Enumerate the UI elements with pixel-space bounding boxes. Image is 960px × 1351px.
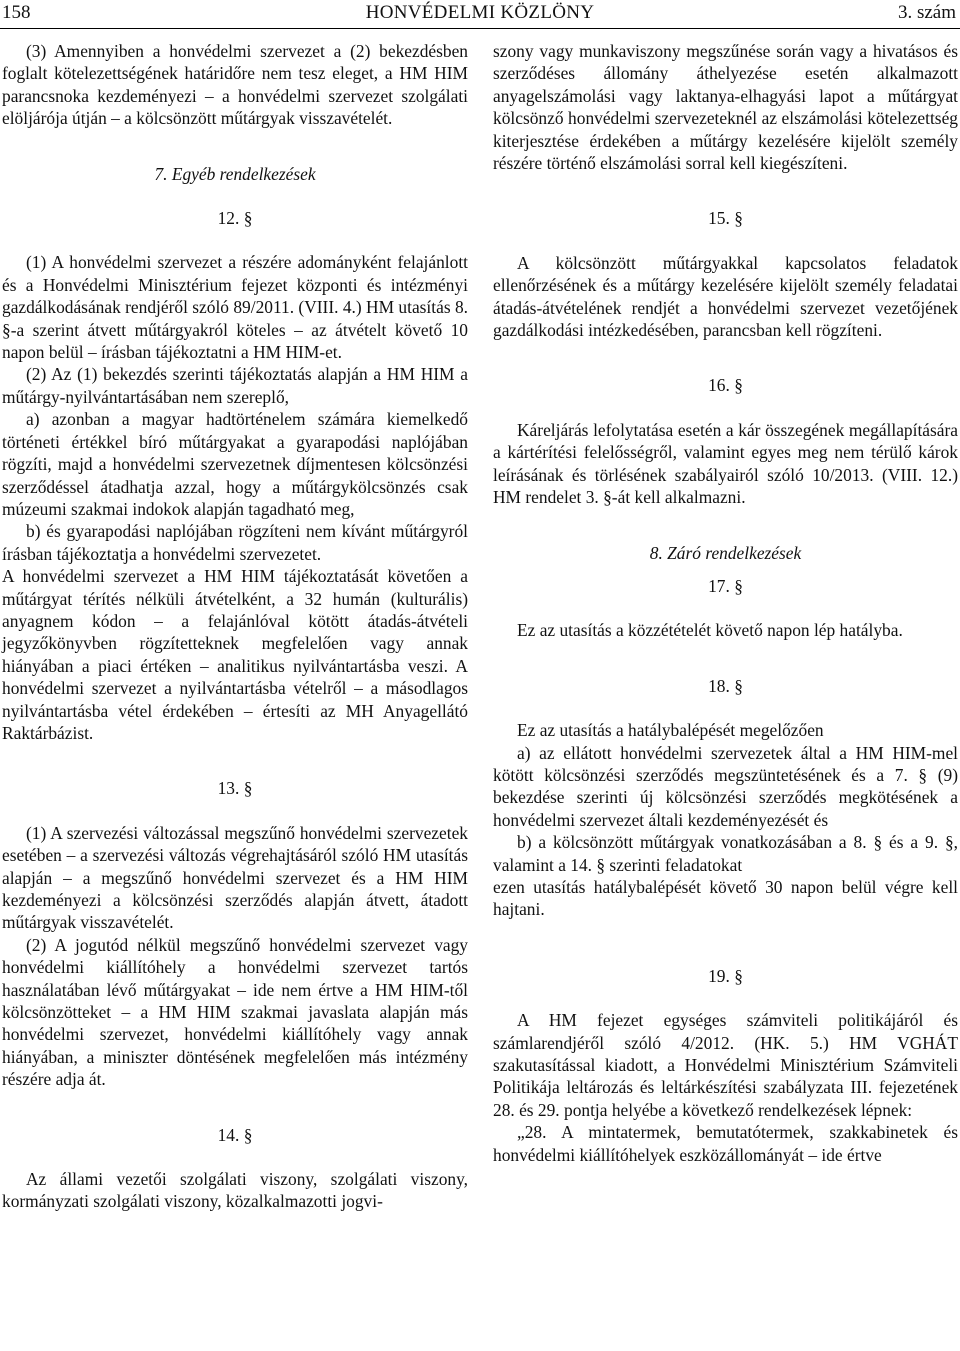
list-item: a) az ellátott honvédelmi szervezetek által a HM HIM-mel kötött kölcsönzési szerződés megszüntetésének és a 7. § (9) bekezdése szerinti új kölcsönzési szerződés megkötésének a honvédelmi szervezet általi kezdeményezését és xyxy=(493,742,958,830)
paragraph: Ez az utasítás a hatálybalépését megelőzően xyxy=(517,720,824,741)
paragraph: Az állami vezetői szolgálati viszony, szolgálati viszony, kormányzati szolgálati viszony, közalkalmazotti jogvi- xyxy=(2,1169,468,1212)
paragraph: Ez az utasítás a közzétételét követő napon lép hatályba. xyxy=(517,620,903,641)
paragraph-number: 12. § xyxy=(217,208,253,229)
right-column xyxy=(493,40,958,1166)
paragraph: (2) Az (1) bekezdés szerinti tájékoztatás alapján a HM HIM a műtárgy-nyilvántartásában nem szereplő, xyxy=(2,364,468,407)
section-title: 8. Záró rendelkezések xyxy=(649,542,802,563)
journal-title: HONVÉDELMI KÖZLÖNY xyxy=(365,2,595,23)
quoted-paragraph: „28. A mintatermek, bemutatótermek, szakkabinetek és honvédelmi kiállítóhelyek eszközállományát – ide értve xyxy=(493,1122,958,1165)
paragraph-number: 14. § xyxy=(217,1124,253,1145)
list-item: b) a kölcsönzött műtárgyak vonatkozásában a 8. § és a 9. §, valamint a 14. § szerinti feladatokat xyxy=(493,832,958,875)
paragraph-number: 19. § xyxy=(708,965,743,986)
list-item: a) azonban a magyar hadtörténelem számára kiemelkedő történeti értékkel bíró műtárgyakat a gyarapodási naplójában rögzíti, majd a honvédelmi szervezetnek díjmentesen kölcsönzési szerződéssel átadhatja azzal, hogy a műtárgykölcsönzés csak múzeumi szakmai indokok alapján tagadható meg, xyxy=(2,409,468,519)
issue-number: 3. szám xyxy=(897,2,956,23)
page-number: 158 xyxy=(2,2,31,23)
paragraph-number: 17. § xyxy=(708,575,743,596)
running-header xyxy=(0,0,960,29)
paragraph: (2) A jogutód nélkül megszűnő honvédelmi szervezet vagy honvédelmi kiállítóhely a honvédelmi szervezet tartós használatában lévő műtárgyakat – ide nem értve a HM HIM-től kölcsönzötteket – a HM HIM szakmai javaslata alapján más honvédelmi szervezet, honvédelmi kiállítóhely vagy annak hiányában, a miniszter döntésének megfelelően más intézmény részére adja át. xyxy=(2,934,468,1090)
list-item: b) és gyarapodási naplójában rögzíteni nem kívánt műtárgyról írásban tájékoztatja a honvédelmi szervezetet. xyxy=(2,521,468,564)
paragraph-number: 16. § xyxy=(708,375,743,396)
paragraph: A HM fejezet egységes számviteli politikájáról és számlarendjéről szóló 4/2012. (HK. 5.) HM VGHÁT szakutasítással kiadott, a Honvédelmi Minisztérium Számviteli Politikája leltározás és leltárkészítési szabályzata III. fejezetének 28. és 29. pontja helyébe a következő rendelkezések lépnek: xyxy=(493,1010,958,1120)
paragraph: Káreljárás lefolytatása esetén a kár összegének megállapítására a kártérítési felelősségről, valamint egyes meg nem térülő károk leírásának és törlésének szabályairól szóló 10/2013. (VIII. 12.) HM rendelet 3. §-át kell alkalmazni. xyxy=(493,419,958,508)
paragraph: (1) A szervezési változással megszűnő honvédelmi szervezetek esetében – a szervezési változás végrehajtásáról szóló HM utasítás alapján – a megszűnő honvédelmi szervezet és a HM HIM kezdeményezi a kölcsönzési szerződés alapján átvett, átadott műtárgyak visszavételét. xyxy=(2,822,468,933)
paragraph: (1) A honvédelmi szervezet a részére adományként felajánlott és a Honvédelmi Minisztérium fejezet központi és intézményi gazdálkodásának rendjéről szóló 89/2011. (VIII. 4.) HM utasítás 8. §-a szerint átvett műtárgyakról köteles – az átvételt követő 10 napon belül – írásban tájékoztatni a HM HIM-et. xyxy=(2,252,468,363)
paragraph: A honvédelmi szervezet a HM HIM tájékoztatását követően a műtárgyat térítés nélküli átvételként, a 32 humán (kulturális) anyagnem kódon – a felajánlóval kötött átadás-átvételi jegyzőkönyvben rögzítetteknek megfelelően vagy annak hiányában a piaci értéken – analitikus nyilvántartásba veszi. A honvédelmi szervezet a nyilvántartásba vételről – a másodlagos nyilvántartásba vétel érdekében – értesíti az MH Anyagellátó Raktárbázist. xyxy=(2,566,468,743)
paragraph-number: 15. § xyxy=(708,208,743,229)
section-title: 7. Egyéb rendelkezések xyxy=(154,163,316,184)
paragraph: A kölcsönzött műtárgyakkal kapcsolatos feladatok ellenőrzésének és a műtárgy kezelésére kijelölt személy feladatai átadás-átvételének rendjét a honvédelmi szervezet vezetőjének gazdálkodási intézkedésében, parancsban kell rögzíteni. xyxy=(493,252,958,341)
paragraph: (3) Amennyiben a honvédelmi szervezet a (2) bekezdésben foglalt kötelezettségének határidőre nem tesz eleget, a HM HIM parancsnoka kezdeményezi – a honvédelmi szervezet szolgálati elöljárója útján – a kölcsönzött műtárgyak visszavételét. xyxy=(2,41,468,129)
paragraph: szony vagy munkaviszony megszűnése során vagy a hivatásos és szerződéses állomány áthelyezése esetén alkalmazott anyagelszámolási vagy laktanya-elhagyási lapot a műtárgyat kölcsönző honvédelmi szervezeteknél az elszámolási kötelezettség kiterjesztése érdekében a műtárgy kezelésére kijelölt személy részére történő elszámolási sorral kell kiegészíteni. xyxy=(493,41,958,174)
paragraph-number: 18. § xyxy=(708,675,743,696)
paragraph: ezen utasítás hatálybalépését követő 30 napon belül végre kell hajtani. xyxy=(493,876,958,920)
left-column xyxy=(2,40,468,1213)
paragraph-number: 13. § xyxy=(217,778,253,799)
